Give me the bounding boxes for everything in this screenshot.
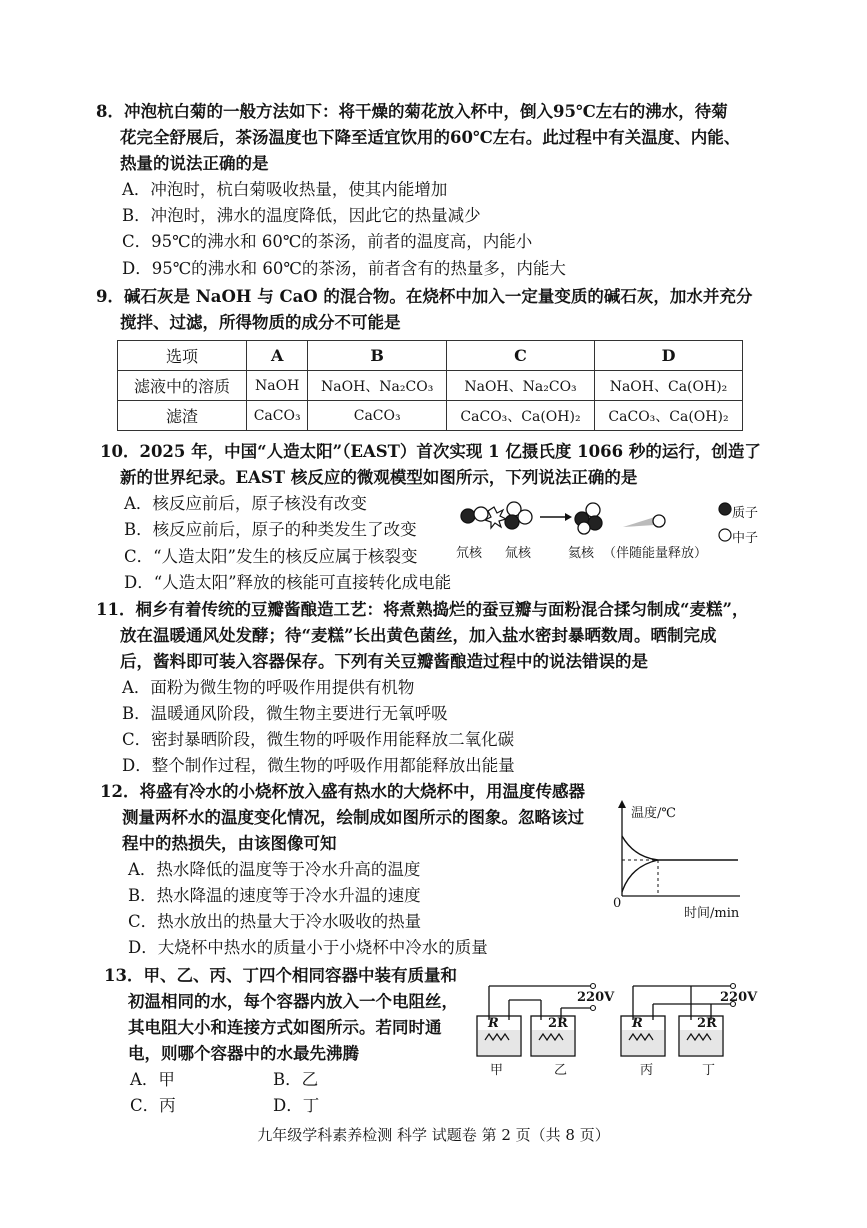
table-cell: CaCO₃、Ca(OH)₂: [595, 401, 743, 431]
neutron-particle: [578, 522, 590, 534]
container-label-ding: 丁: [702, 1063, 716, 1078]
q12-stem-line-2: 测量两杯水的温度变化情况，绘制成如图所示的图象。忽略该过: [122, 808, 584, 827]
deuterium-label: 氘核: [456, 546, 483, 561]
q13-stem-line-2: 初温相同的水，每个容器内放入一个电阻丝，: [128, 992, 458, 1011]
q12-option-c: C．热水放出的热量大于冷水吸收的热量: [128, 912, 422, 931]
table-row: [118, 401, 743, 431]
legend-proton-icon: [719, 503, 731, 515]
table-cell: CaCO₃: [247, 401, 308, 431]
table-row: [118, 371, 743, 401]
container-label-jia: 甲: [490, 1063, 504, 1078]
q9-stem-line-1: 9．碱石灰是 NaOH 与 CaO 的混合物。在烧杯中加入一定量变质的碱石灰，加水并充分: [96, 287, 753, 306]
q13-stem-line-3: 其电阻大小和连接方式如图所示。若同时通: [128, 1018, 442, 1037]
q12-option-b: B．热水降温的速度等于冷水升温的速度: [128, 886, 421, 905]
table-header-cell: 选项: [118, 341, 247, 371]
graph-origin-label: 0: [613, 896, 622, 911]
q12-option-a: A．热水降低的温度等于冷水升高的温度: [128, 860, 421, 879]
q8-option-c: C．95℃的沸水和 60℃的茶汤，前者的温度高，内能小: [122, 232, 533, 251]
q10-stem-line-1: 10．2025 年，中国“人造太阳”（EAST）首次实现 1 亿摄氏度 1066 秒的运行，创造了: [100, 442, 761, 461]
q11-stem-line-1: 11．桐乡有着传统的豆瓣酱酿造工艺：将煮熟捣烂的蚕豆瓣与面粉混合揉匀制成“麦糕”，: [96, 600, 749, 619]
water-fill: [680, 1030, 722, 1055]
hot-water-curve: [622, 836, 738, 860]
proton-particle: [505, 515, 519, 529]
voltage-label-series: 220V: [577, 990, 615, 1005]
collision-burst-icon: [485, 507, 506, 528]
q11-option-a: A．面粉为微生物的呼吸作用提供有机物: [122, 678, 415, 697]
q8-option-b: B．冲泡时，沸水的温度降低，因此它的热量减少: [122, 206, 481, 225]
neutron-particle: [586, 503, 600, 517]
page-footer: 九年级学科素养检测 科学 试题卷 第 2 页（共 8 页）: [257, 1126, 610, 1144]
resistor-label-jia: R: [488, 1016, 499, 1031]
q8-stem-line-3: 热量的说法正确的是: [120, 154, 269, 173]
q12-stem-line-1: 12．将盛有冷水的小烧杯放入盛有热水的大烧杯中，用温度传感器: [100, 782, 585, 801]
q13-option-b: B．乙: [273, 1070, 319, 1089]
legend-proton-label: 质子: [732, 506, 759, 521]
q13-option-c: C．丙: [130, 1096, 176, 1115]
table-cell: NaOH、Na₂CO₃: [447, 371, 595, 401]
table-cell: NaOH、Ca(OH)₂: [595, 371, 743, 401]
proton-particle: [461, 509, 475, 523]
voltage-label-parallel: 220V: [720, 990, 758, 1005]
neutron-particle: [653, 515, 665, 527]
table-cell: CaCO₃: [308, 401, 447, 431]
legend-neutron-icon: [719, 529, 731, 541]
container-label-yi: 乙: [554, 1063, 568, 1078]
table-cell: CaCO₃、Ca(OH)₂: [447, 401, 595, 431]
q10-option-c: C．“人造太阳”发生的核反应属于核裂变: [124, 547, 418, 566]
q12-option-d: D．大烧杯中热水的质量小于小烧杯中冷水的质量: [128, 938, 488, 957]
table-cell: 滤液中的溶质: [118, 371, 247, 401]
q10-option-b: B．核反应前后，原子的种类发生了改变: [124, 520, 417, 539]
q9-options-table: [117, 340, 743, 431]
table-cell: NaOH、Na₂CO₃: [308, 371, 447, 401]
q10-option-a: A．核反应前后，原子核没有改变: [124, 494, 367, 513]
graph-x-label: 时间/min: [684, 906, 740, 921]
y-axis-arrow-icon: [618, 800, 626, 808]
energy-release-label: （伴随能量释放）: [603, 546, 708, 561]
terminal-icon: [591, 984, 596, 989]
terminal-icon: [591, 1006, 596, 1011]
q13-option-a: A．甲: [130, 1070, 175, 1089]
q8-stem-line-1: 8．冲泡杭白菊的一般方法如下：将干燥的菊花放入杯中，倒入95℃左右的沸水，待菊: [96, 102, 728, 121]
water-fill: [478, 1030, 520, 1055]
energy-streak: [623, 517, 655, 527]
graph-y-label: 温度/℃: [631, 806, 676, 821]
container-label-bing: 丙: [640, 1063, 654, 1078]
table-header-row: [118, 341, 743, 371]
fusion-diagram: [455, 495, 765, 540]
tritium-label: 氚核: [505, 546, 532, 561]
table-cell: NaOH: [247, 371, 308, 401]
water-fill: [532, 1030, 574, 1055]
neutron-particle: [518, 510, 532, 524]
q11-option-c: C．密封暴晒阶段，微生物的呼吸作用能释放二氧化碳: [122, 730, 515, 749]
q11-stem-line-2: 放在温暖通风处发酵；待“麦糕”长出黄色菌丝，加入盐水密封暴晒数周。晒制完成: [120, 626, 717, 645]
resistor-label-yi: 2R: [548, 1016, 568, 1031]
arrow-head-icon: [565, 513, 572, 521]
q8-option-a: A．冲泡时，杭白菊吸收热量，使其内能增加: [122, 180, 448, 199]
q13-option-d: D．丁: [273, 1096, 320, 1115]
q13-stem-line-4: 电，则哪个容器中的水最先沸腾: [128, 1044, 359, 1063]
table-header-cell: B: [308, 341, 447, 371]
water-fill: [622, 1030, 664, 1055]
q12-stem-line-3: 程中的热损失，由该图像可知: [122, 834, 337, 853]
q11-option-b: B．温暖通风阶段，微生物主要进行无氧呼吸: [122, 704, 448, 723]
table-cell: 滤渣: [118, 401, 247, 431]
q8-stem-line-2: 花完全舒展后，茶汤温度也下降至适宜饮用的60℃左右。此过程中有关温度、内能、: [120, 128, 741, 147]
table-header-cell: C: [447, 341, 595, 371]
q11-stem-line-3: 后，酱料即可装入容器保存。下列有关豆瓣酱酿造过程中的说法错误的是: [120, 652, 648, 671]
q8-option-d: D．95℃的沸水和 60℃的茶汤，前者含有的热量多，内能大: [122, 259, 566, 278]
terminal-icon: [731, 984, 736, 989]
helium-label: 氦核: [568, 546, 595, 561]
q13-stem-line-1: 13．甲、乙、丙、丁四个相同容器中装有质量和: [104, 966, 457, 985]
legend-neutron-label: 中子: [732, 531, 759, 546]
cold-water-curve: [622, 860, 658, 892]
q10-stem-line-2: 新的世界纪录。EAST 核反应的微观模型如图所示，下列说法正确的是: [120, 468, 638, 487]
table-header-cell: A: [247, 341, 308, 371]
resistor-label-bing: R: [632, 1016, 643, 1031]
table-header-cell: D: [595, 341, 743, 371]
q9-stem-line-2: 搅拌、过滤，所得物质的成分不可能是: [120, 313, 401, 332]
q10-option-d: D．“人造太阳”释放的核能可直接转化成电能: [124, 573, 452, 592]
q11-option-d: D．整个制作过程，微生物的呼吸作用都能释放出能量: [122, 756, 515, 775]
resistor-label-ding: 2R: [697, 1016, 717, 1031]
